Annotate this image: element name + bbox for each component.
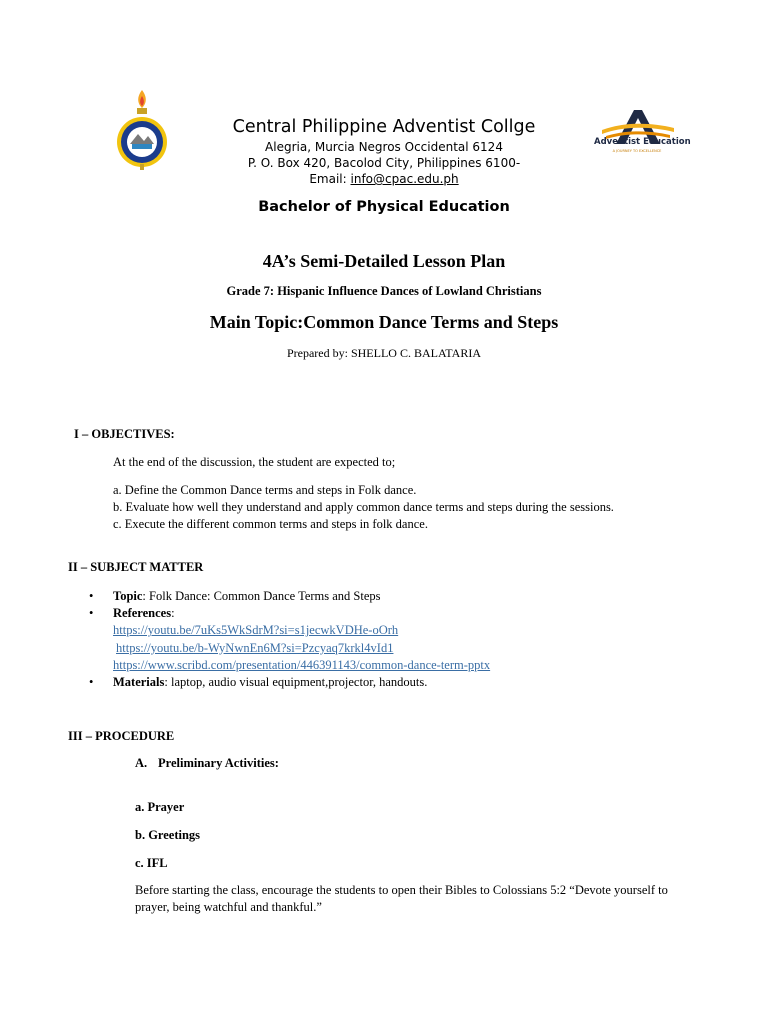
procedure-item: b. Greetings: [135, 828, 201, 842]
objective-item: a. Define the Common Dance terms and steps in Folk dance.: [113, 483, 417, 497]
ifl-paragraph: Before starting the class, encourage the students to open their Bibles to Colossians 5:2 “Devote yourself to prayer, being watchful and thankful.”: [135, 883, 668, 914]
objective-item: c. Execute the different common terms and steps in folk dance.: [113, 517, 428, 531]
objectives-intro: At the end of the discussion, the student are expected to;: [113, 455, 396, 469]
procedure-heading: III – PROCEDURE: [68, 729, 175, 743]
email-label: Email:: [309, 172, 347, 186]
materials-value: : laptop, audio visual equipment,projector, handouts.: [164, 675, 428, 690]
topic-label: Topic: [113, 589, 143, 603]
school-name: Central Philippine Adventist Collge: [232, 117, 536, 137]
references-label: References: [113, 606, 172, 621]
objectives-heading: I – OBJECTIVES:: [74, 427, 175, 441]
objective-item: b. Evaluate how well they understand and apply common dance terms and steps during the sessions.: [113, 500, 614, 514]
address-line-2: P. O. Box 420, Bacolod City, Philippines 6100-: [247, 156, 521, 170]
bullet-icon: •: [89, 606, 94, 621]
materials-label: Materials: [113, 675, 165, 690]
reference-link[interactable]: https://www.scribd.com/presentation/446391143/common-dance-term-pptx: [113, 657, 491, 672]
main-topic: Main Topic:Common Dance Terms and Steps: [209, 312, 559, 332]
prepared-by: Prepared by: SHELLO C. BALATARIA: [286, 346, 481, 360]
bullet-icon: •: [89, 675, 94, 690]
procedure-item: a. Prayer: [135, 800, 185, 814]
email-line: [0, 171, 768, 187]
right-logo-tagline: A JOURNEY TO EXCELLENCE: [612, 149, 662, 153]
subject-matter-heading: II – SUBJECT MATTER: [68, 560, 204, 574]
email-link[interactable]: info@cpac.edu.ph: [350, 172, 459, 186]
reference-link[interactable]: https://youtu.be/b-WyNwnEn6M?si=Pzcyaq7krkl4vId1: [116, 640, 394, 655]
procedure-item: c. IFL: [135, 856, 168, 870]
preliminary-heading: Preliminary Activities:: [158, 756, 279, 770]
references-colon: :: [171, 606, 175, 621]
grade-subtitle: Grade 7: Hispanic Influence Dances of Lowland Christians: [226, 284, 542, 298]
list-item-topic: [89, 588, 709, 605]
degree-title: Bachelor of Physical Education: [258, 199, 510, 215]
bullet-icon: •: [89, 589, 94, 603]
list-item-references: [89, 605, 709, 674]
list-item-materials: [89, 674, 709, 691]
preliminary-marker: A.: [135, 756, 148, 770]
topic-value: : Folk Dance: Common Dance Terms and Steps: [142, 589, 381, 603]
subject-matter-list: [89, 588, 709, 691]
reference-link[interactable]: https://youtu.be/7uKs5WkSdrM?si=s1jecwkVDHe-oOrh: [113, 623, 399, 638]
right-logo-text: Adventist Education: [594, 137, 691, 147]
address-line-1: Alegria, Murcia Negros Occidental 6124: [265, 140, 503, 154]
lesson-plan-title: 4A’s Semi-Detailed Lesson Plan: [262, 251, 506, 271]
